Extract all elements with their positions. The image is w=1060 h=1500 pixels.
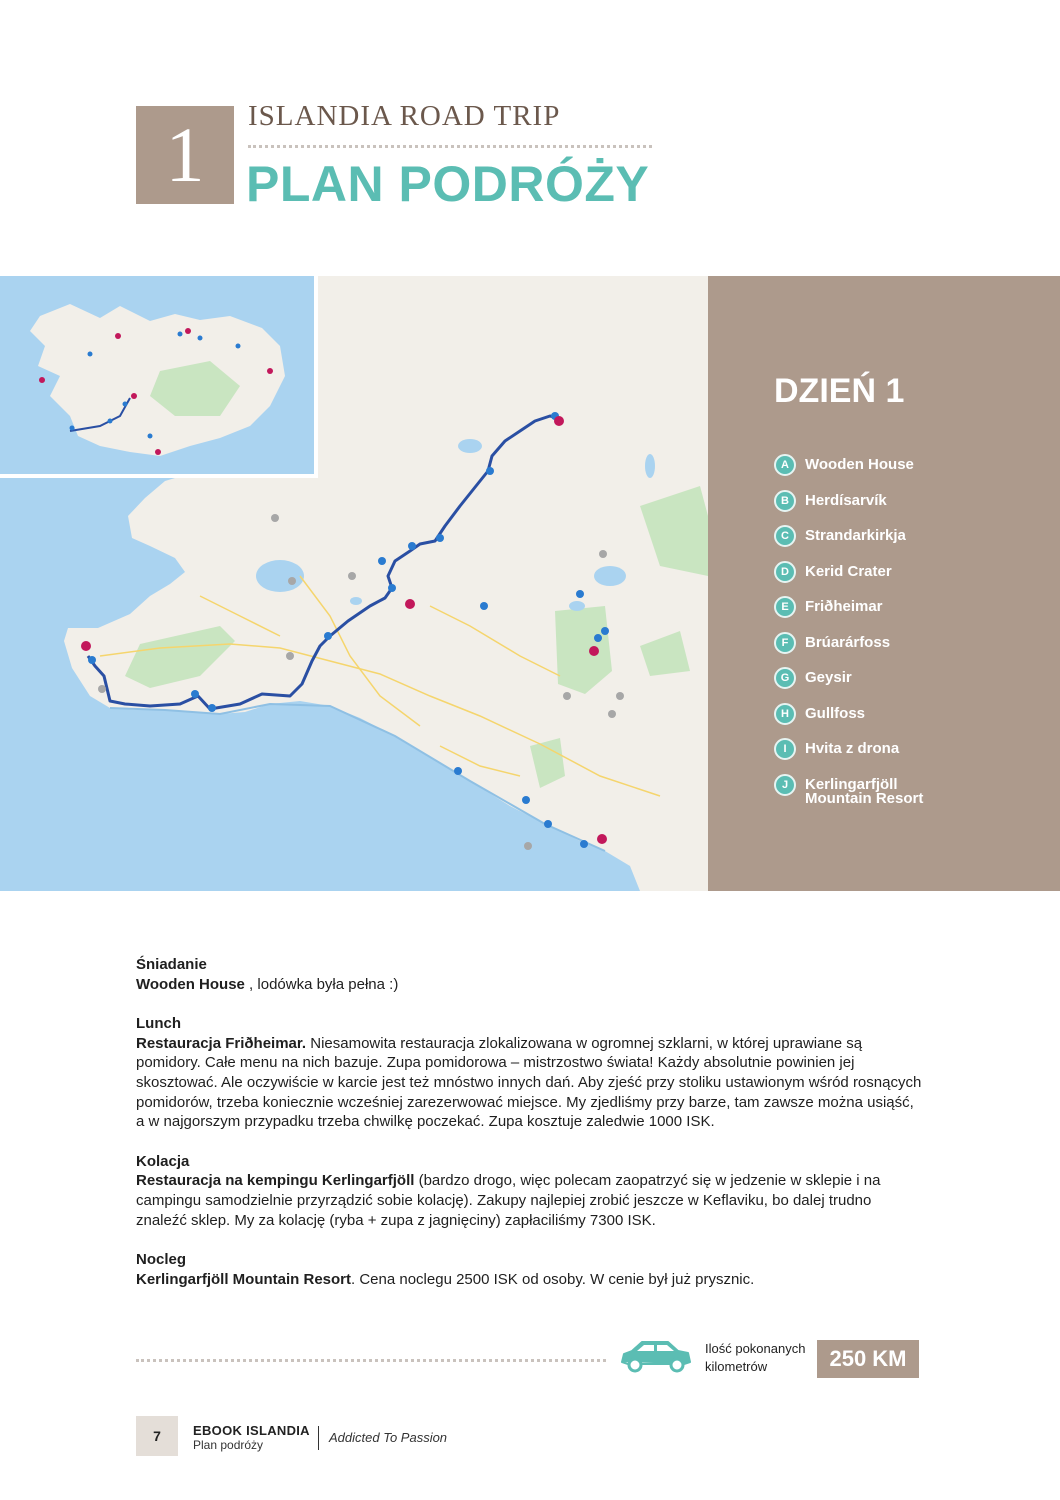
stop-item[interactable] — [774, 523, 965, 559]
stop-name: Friðheimar — [805, 598, 883, 615]
stop-letter-badge: I — [774, 738, 796, 760]
lunch-heading: Lunch — [136, 1015, 181, 1033]
car-icon — [618, 1336, 694, 1381]
stop-item[interactable] — [774, 665, 965, 701]
stop-letter-badge: D — [774, 561, 796, 583]
lunch-section — [136, 1014, 926, 1132]
footer-tagline: Addicted To Passion — [329, 1430, 448, 1445]
stop-name: Kerlingarfjöll Mountain Resort — [805, 775, 924, 807]
overview-map-graphic — [0, 276, 314, 474]
chapter-number-box — [136, 106, 234, 204]
day-title: DZIEŃ 1 — [774, 372, 905, 410]
breakfast-text — [136, 975, 926, 995]
header-divider — [248, 145, 652, 148]
lunch-text — [136, 1034, 926, 1132]
distance-value: 250 KM — [817, 1340, 919, 1378]
stop-item[interactable] — [774, 559, 965, 595]
dinner-heading: Kolacja — [136, 1152, 190, 1170]
day-description — [136, 955, 926, 1309]
breakfast-place: Wooden House — [136, 975, 245, 993]
ebook-subtitle: Plan podróży — [193, 1438, 264, 1452]
stops-list — [774, 452, 965, 807]
dinner-section — [136, 1152, 926, 1230]
chapter-number: 1 — [165, 111, 205, 198]
footer-separator — [318, 1426, 319, 1450]
stop-name: Brúarárfoss — [805, 633, 891, 651]
distance-divider — [136, 1359, 606, 1362]
stop-name: Wooden House — [805, 456, 914, 473]
lodging-heading: Nocleg — [136, 1251, 187, 1269]
stop-name: Hvita z drona — [805, 740, 900, 757]
stop-letter-badge: J — [774, 774, 796, 796]
dinner-place: Restauracja na kempingu Kerlingarfjöll — [136, 1172, 415, 1190]
lunch-place: Restauracja Friðheimar. — [136, 1034, 307, 1052]
lodging-body: . Cena noclegu 2500 ISK od osoby. W cenie był już prysznic. — [351, 1270, 755, 1288]
stop-name: Geysir — [805, 669, 852, 686]
lodging-section — [136, 1250, 926, 1289]
map-lake-2 — [458, 439, 482, 453]
header-kicker: ISLANDIA ROAD TRIP — [248, 100, 561, 132]
stop-letter-badge: A — [774, 454, 796, 476]
breakfast-body: , lodówka była pełna :) — [244, 975, 399, 993]
lodging-text — [136, 1270, 926, 1290]
stop-name: Gullfoss — [805, 704, 866, 722]
stop-name: Strandarkirkja — [805, 527, 906, 544]
stop-item[interactable] — [774, 452, 965, 488]
breakfast-section — [136, 955, 926, 994]
day-panel — [708, 276, 1060, 891]
stop-letter-badge: G — [774, 667, 796, 689]
map-lake-3 — [594, 566, 626, 586]
stop-letter-badge: C — [774, 525, 796, 547]
ebook-title: EBOOK ISLANDIA — [193, 1423, 310, 1438]
distance-label: Ilość pokonanych kilometrów — [705, 1341, 806, 1374]
stop-name: Kerid Crater — [805, 562, 892, 580]
map-lake-thingvallavatn — [256, 560, 304, 592]
stop-item[interactable] — [774, 630, 965, 666]
map-lake-4 — [569, 601, 585, 611]
stop-item[interactable] — [774, 594, 965, 630]
stop-item[interactable] — [774, 488, 965, 524]
lunch-body: Niesamowita restauracja zlokalizowana w ogromnej szklarni, w której uprawiane są pomidory. Całe menu na nich bazuje. Zupa pomidorowa – mistrzostwo świata! Każdy absolutnie powinien jej skosztować. Ale oczywiście w karcie jest też mnóstwo innych dań. Aby zjeść przy stoliku ustawionym wśród rosnących pomidorów, trzeba koniecznie wcześniej zarezerwować miejsce. My zjedliśmy przy barze, tam zawsze można usiąść, a w najgorszym przypadku trzeba chwilkę poczekać. Zupa kosztuje zaledwie 1000 ISK. — [136, 1034, 922, 1131]
stop-item[interactable] — [774, 736, 965, 772]
lodging-place: Kerlingarfjöll Mountain Resort — [136, 1270, 352, 1288]
stop-letter-badge: B — [774, 490, 796, 512]
dinner-body: (bardzo drogo, więc polecam zaopatrzyć się w jedzenie w sklepie i na campingu samodzielnie przyrządzić sobie kolację). Zakupy najlepiej zrobić jeszcze w Keflaviku, bo dalej trudno znaleźć sklep. My za kolację (ryba + zupa z jagnięciny) zapłaciliśmy 7300 ISK. — [136, 1172, 881, 1229]
page-title: PLAN PODRÓŻY — [246, 156, 650, 212]
stop-letter-badge: E — [774, 596, 796, 618]
stop-letter-badge: F — [774, 632, 796, 654]
dinner-text — [136, 1171, 926, 1230]
stop-letter-badge: H — [774, 703, 796, 725]
map-lake-5 — [350, 597, 362, 605]
breakfast-heading: Śniadanie — [136, 956, 207, 973]
stop-name: Herdísarvík — [805, 491, 887, 509]
stop-item[interactable] — [774, 772, 965, 808]
overview-map[interactable] — [0, 276, 318, 478]
map-lake-6 — [645, 454, 655, 478]
page-number: 7 — [136, 1416, 178, 1456]
stop-item[interactable] — [774, 701, 965, 737]
